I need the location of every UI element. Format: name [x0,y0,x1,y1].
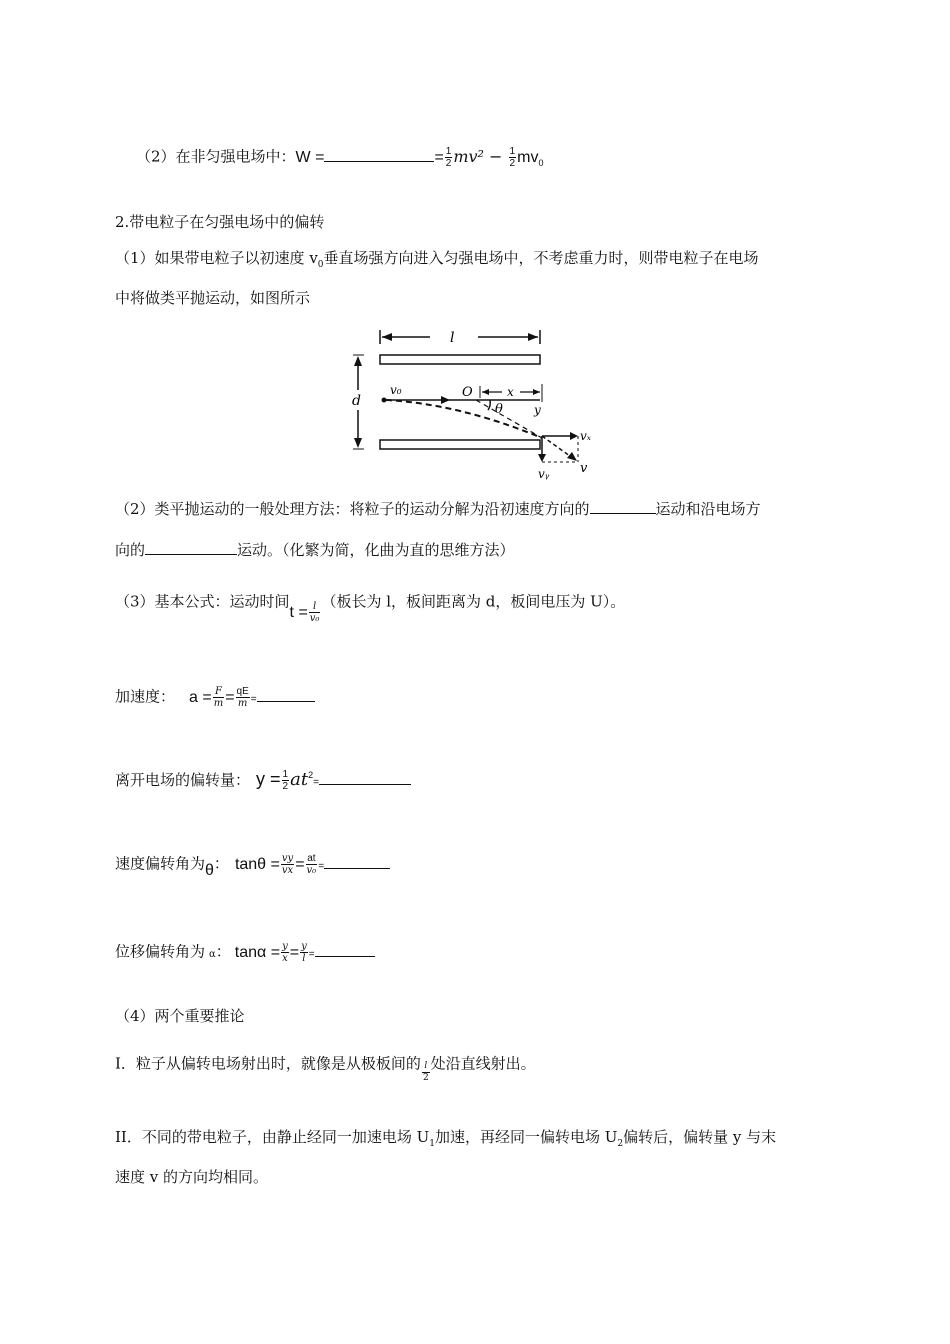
para-2-line-1: （2）类平抛运动的一般处理方法：将粒子的运动分解为沿初速度方向的 运动和沿电场方 [115,500,761,518]
deflection-line: 离开电场的偏转量： y = $\frac{1}{2}$ $at^2=$ [115,765,411,793]
para-1-line-1: （1）如果带电粒子以初速度 $v_0$垂直场强方向进入匀强电场中，不考虑重力时，则带电粒子在电场 [115,249,759,270]
bottom-plate [380,440,540,449]
work-blank [324,149,434,162]
deflection-diagram [350,318,610,483]
y-label: y [534,403,541,417]
velocity-angle-blank [324,856,390,869]
l-label: l [450,330,455,346]
v-label: v [580,461,588,476]
acceleration-formula: a = $\frac{F}{m}$ = $\frac{qE}{m}$ = [189,689,315,706]
time-formula: t = $\frac{l}{\text{v₀}}$ [289,601,320,624]
trajectory [386,400,542,438]
velocity-angle-line: 速度偏转角为θ： tanθ = $\frac{vy}{vx}$ = $\frac{at}{\text{v₀}}$ = [115,853,390,877]
corollary-2-line-2: 速度 v 的方向均相同。 [115,1168,269,1186]
acceleration-blank [257,689,315,702]
blank-uniform-motion [590,501,656,514]
section-2-heading: 2.带电粒子在匀强电场中的偏转 [115,213,325,231]
displacement-angle-formula: tanα = $\frac{y}{x}$ = $\frac{y}{l}$ = [235,944,375,961]
deflection-formula: y = $\frac{1}{2}$ $at^2=$ [256,769,411,789]
vy-label: vᵧ [538,467,550,481]
vx-label: vₓ [580,429,592,443]
para-2-line-2: 向的 运动。（化繁为简，化曲为直的思维方法） [115,541,515,559]
d-label: d [352,393,361,409]
deflection-blank [319,772,411,785]
v0-label: v₀ [390,383,402,397]
top-plate [380,355,540,364]
blank-accelerated-motion [145,542,237,555]
corollary-2-line-1: II．不同的带电粒子，由静止经同一加速电场 $U_1$加速，再经同一偏转电场 $U_2$偏转后，偏转量 y 与末 [115,1128,777,1149]
displacement-angle-blank [315,944,375,957]
acceleration-line: 加速度： a = $\frac{F}{m}$ = $\frac{qE}{m}$ = [115,686,315,710]
nonuniform-field-line [136,146,543,173]
para-1-line-2: 中将做类平抛运动，如图所示 [115,289,311,307]
para-4-heading: （4）两个重要推论 [115,1007,245,1025]
velocity-angle-formula: tanθ = $\frac{vy}{vx}$ = $\frac{at}{\text{v₀}}$ = [235,856,390,873]
o-label: O [462,385,473,400]
theta-label: θ [495,402,503,417]
nonuniform-field-label: （2）在非匀强电场中： [136,147,296,166]
work-formula: W = = $\frac{1}{2}$ mv² − $\frac{1}{2}$ $mv_0$ [295,146,544,169]
displacement-angle-line: 位移偏转角为 α： tanα = $\frac{y}{x}$ = $\frac{y}{l}$ = [115,941,375,965]
corollary-1: I．粒子从偏转电场射出时，就像是从极板间的 $\frac{l}{2}$ 处沿直线射出。 [115,1054,536,1083]
para-3-line: （3）基本公式：运动时间t = $\frac{l}{\text{v₀}}$ （板长为 l，板间距离为 d，板间电压为 U）。 [115,592,626,624]
x-label: x [507,385,514,399]
